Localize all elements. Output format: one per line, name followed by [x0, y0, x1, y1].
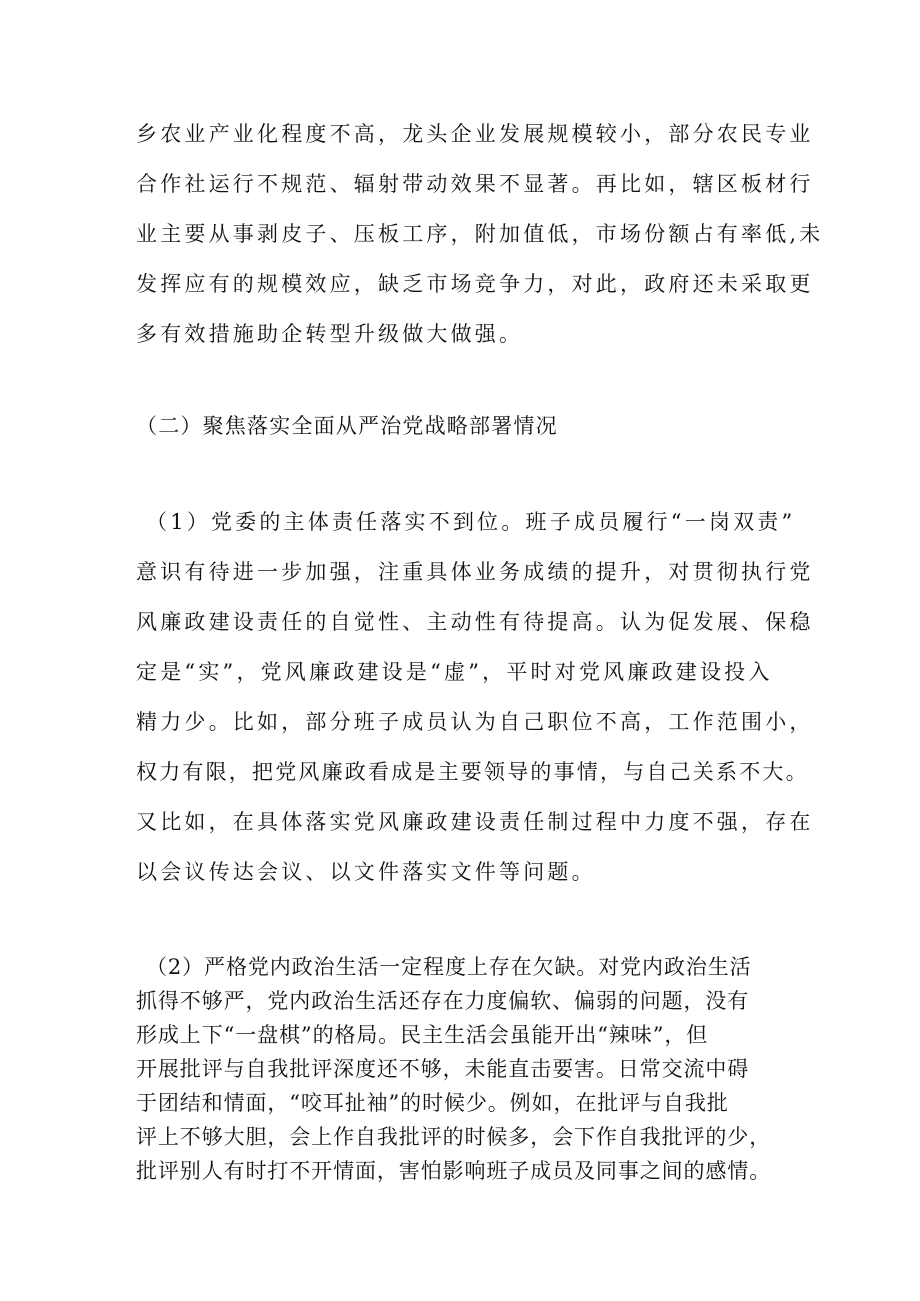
text-line: 乡农业产业化程度不高，龙头企业发展规模较小，部分农民专业	[136, 122, 814, 146]
text-line: 风廉政建设责任的自觉性、主动性有待提高。认为促发展、保稳	[136, 610, 814, 634]
text-line: 业主要从事剥皮子、压板工序，附加值低，市场份额占有率低,未	[136, 222, 824, 246]
text-line: 意识有待进一步加强，注重具体业务成绩的提升，对贯彻执行党	[136, 560, 814, 584]
text-line: 抓得不够严，党内政治生活还存在力度偏软、偏弱的问题，没有	[136, 989, 750, 1013]
text-line: 多有效措施助企转型升级做大做强。	[136, 322, 524, 346]
text-line: （2）严格党内政治生活一定程度上存在欠缺。对党内政治生活	[146, 955, 752, 979]
text-line: 发挥应有的规模效应，缺乏市场竞争力，对此，政府还未采取更	[136, 272, 814, 296]
text-line: 批评别人有时打不开情面，害怕影响班子成员及同事之间的感情。	[136, 1159, 772, 1183]
text-line: 于团结和情面，“咬耳扯袖”的时候少。例如，在批评与自我批	[136, 1091, 729, 1115]
text-line: 形成上下“一盘棋”的格局。民主生活会虽能开出“辣味”，但	[136, 1023, 709, 1047]
text-line: 精力少。比如，部分班子成员认为自己职位不高，工作范围小，	[136, 710, 814, 734]
text-line: （1）党委的主体责任落实不到位。班子成员履行“一岗双责”	[146, 510, 796, 534]
text-line: 合作社运行不规范、辐射带动效果不显著。再比如，辖区板材行	[136, 172, 814, 196]
text-line: 开展批评与自我批评深度还不够，未能直击要害。日常交流中碍	[136, 1057, 750, 1081]
text-line: 权力有限，把党风廉政看成是主要领导的事情，与自己关系不大。	[136, 760, 809, 784]
text-line: 评上不够大胆，会上作自我批评的时候多，会下作自我批评的少，	[136, 1125, 772, 1149]
text-line: 以会议传达会议、以文件落实文件等问题。	[136, 860, 596, 884]
text-line: 定是“实”，党风廉政建设是“虚”，平时对党风廉政建设投入	[136, 660, 773, 684]
text-line: 又比如，在具体落实党风廉政建设责任制过程中力度不强，存在	[136, 810, 814, 834]
section-heading: （二）聚焦落实全面从严治党战略部署情况	[136, 414, 558, 438]
